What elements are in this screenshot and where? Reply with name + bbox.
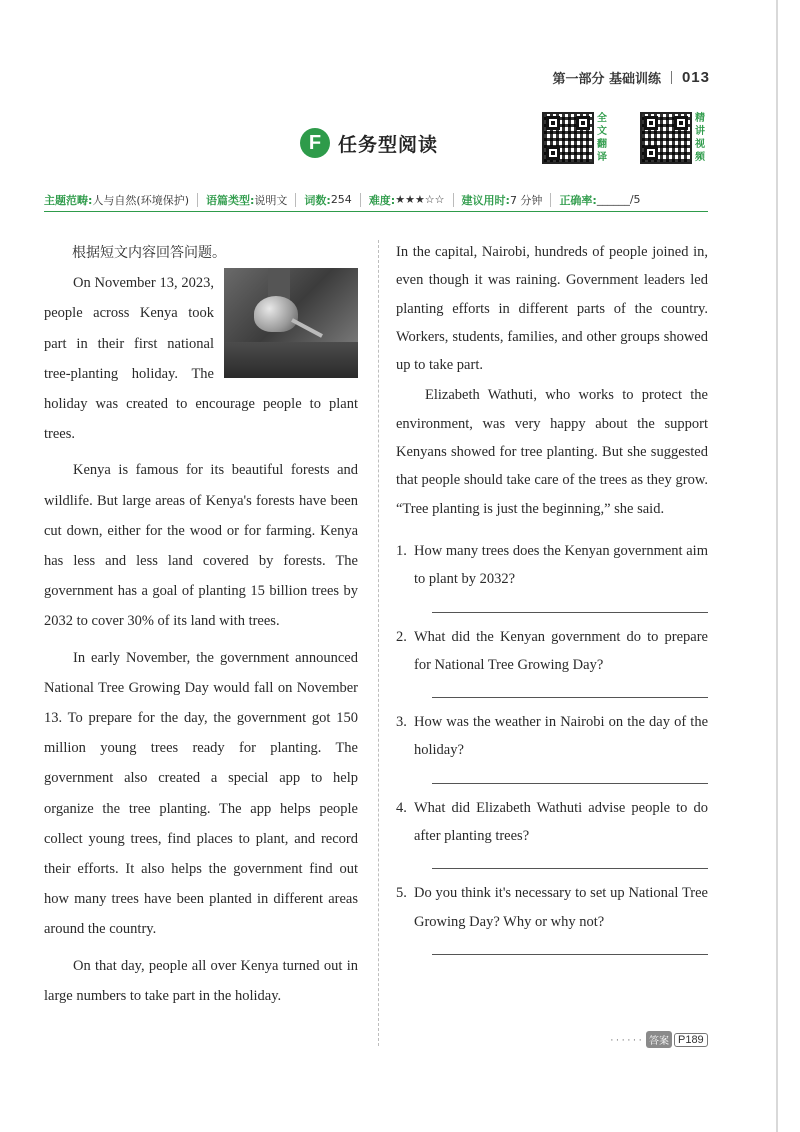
passage-left-column xyxy=(44,238,358,1011)
answer-line[interactable] xyxy=(432,697,708,698)
page-edge xyxy=(776,0,778,1132)
section-heading-text: 任务型阅读 xyxy=(338,133,439,156)
instruction: 根据短文内容回答问题。 xyxy=(72,245,226,261)
section-heading xyxy=(300,128,438,158)
paragraph: On that day, people all over Kenya turned out in large numbers to take part in the holiday. xyxy=(44,957,358,1004)
paragraph: In early November, the government announced National Tree Growing Day would fall on November 13. To prepare for the day, the government got 150 million young trees ready for planting. The government also created a special app to help organize the tree planting. The app helps people collect young trees, find places to plant, and record their efforts. It also helps the government find out how many trees have been planted in different areas around the country. xyxy=(44,649,358,938)
answer-line[interactable] xyxy=(432,954,708,955)
question-item: 3. How was the weather in Nairobi on the day of the holiday? xyxy=(396,708,708,784)
paragraph: In the capital, Nairobi, hundreds of people joined in, even though it was raining. Government leaders led planting efforts in different parts of the country. Workers, students, families, and other groups showed up to take part. xyxy=(396,244,708,374)
info-theme: 主题范畴: 人与自然(环境保护) xyxy=(44,193,189,207)
info-text-type: 语篇类型: 说明文 xyxy=(206,193,288,207)
qr-translation[interactable] xyxy=(542,112,607,164)
paragraph: On November 13, 2023, people across Kenya took part in their first national tree-planting holiday. The holiday was created to encourage people to plant trees. xyxy=(44,275,358,443)
page-header xyxy=(552,68,710,87)
column-divider xyxy=(378,240,379,1046)
answer-page: P189 xyxy=(674,1033,708,1047)
info-difficulty: 难度: ★★★☆☆ xyxy=(368,193,445,207)
question-text: What did the Kenyan government do to prepare for National Tree Growing Day? xyxy=(414,628,708,673)
header-separator xyxy=(671,71,672,84)
paragraph: Kenya is famous for its beautiful forests and wildlife. But large areas of Kenya's forests have been cut down, either for the wood or for farming. Kenya has less and less land covered by forests. The government has a goal of planting 15 billion trees by 2032 to cover 30% of its land with trees. xyxy=(44,462,358,630)
question-text: How many trees does the Kenyan government aim to plant by 2032? xyxy=(414,542,708,588)
qr-code-icon xyxy=(640,112,692,164)
qr-code-icon xyxy=(542,112,594,164)
info-bar xyxy=(44,188,708,212)
question-item: 2. What did the Kenyan government do to prepare for National Tree Growing Day? xyxy=(396,623,708,699)
paragraph: Elizabeth Wathuti, who works to protect the environment, was very happy about the support Kenyans showed for tree planting. But she suggested that people should take care of the trees as they grow. “Tree planting is just the beginning,” she said. xyxy=(396,387,708,517)
answer-reference[interactable]: ······ 答案 P189 xyxy=(610,1031,708,1048)
question-list xyxy=(396,537,708,955)
question-text: How was the weather in Nairobi on the day of the holiday? xyxy=(414,714,708,759)
qr-label-translation: 全 文 翻 译 xyxy=(597,113,607,163)
answer-tag: 答案 xyxy=(646,1031,672,1048)
answer-line[interactable] xyxy=(432,783,708,784)
qr-video[interactable] xyxy=(640,112,705,164)
info-accuracy: 正确率: ______/5 xyxy=(559,193,641,207)
section-title: 第一部分 基础训练 xyxy=(552,72,661,87)
question-text: Do you think it's necessary to set up National Tree Growing Day? Why or why not? xyxy=(414,885,708,930)
section-badge: F xyxy=(300,128,330,158)
info-word-count: 词数: 254 xyxy=(304,193,352,207)
info-suggested-time: 建议用时: 7 分钟 xyxy=(461,193,543,207)
qr-label-video: 精 讲 视 频 xyxy=(695,113,705,163)
question-text: What did Elizabeth Wathuti advise people to do after planting trees? xyxy=(414,799,708,845)
question-item: 4. What did Elizabeth Wathuti advise people to do after planting trees? xyxy=(396,794,708,870)
answer-line[interactable] xyxy=(432,868,708,869)
question-item: 1. How many trees does the Kenyan government aim to plant by 2032? xyxy=(396,537,708,613)
question-item: 5. Do you think it's necessary to set up National Tree Growing Day? Why or why not? xyxy=(396,879,708,955)
passage-right-column xyxy=(396,238,708,965)
answer-line[interactable] xyxy=(432,612,708,613)
page-number: 013 xyxy=(681,69,710,86)
watering-can-photo xyxy=(224,268,358,378)
